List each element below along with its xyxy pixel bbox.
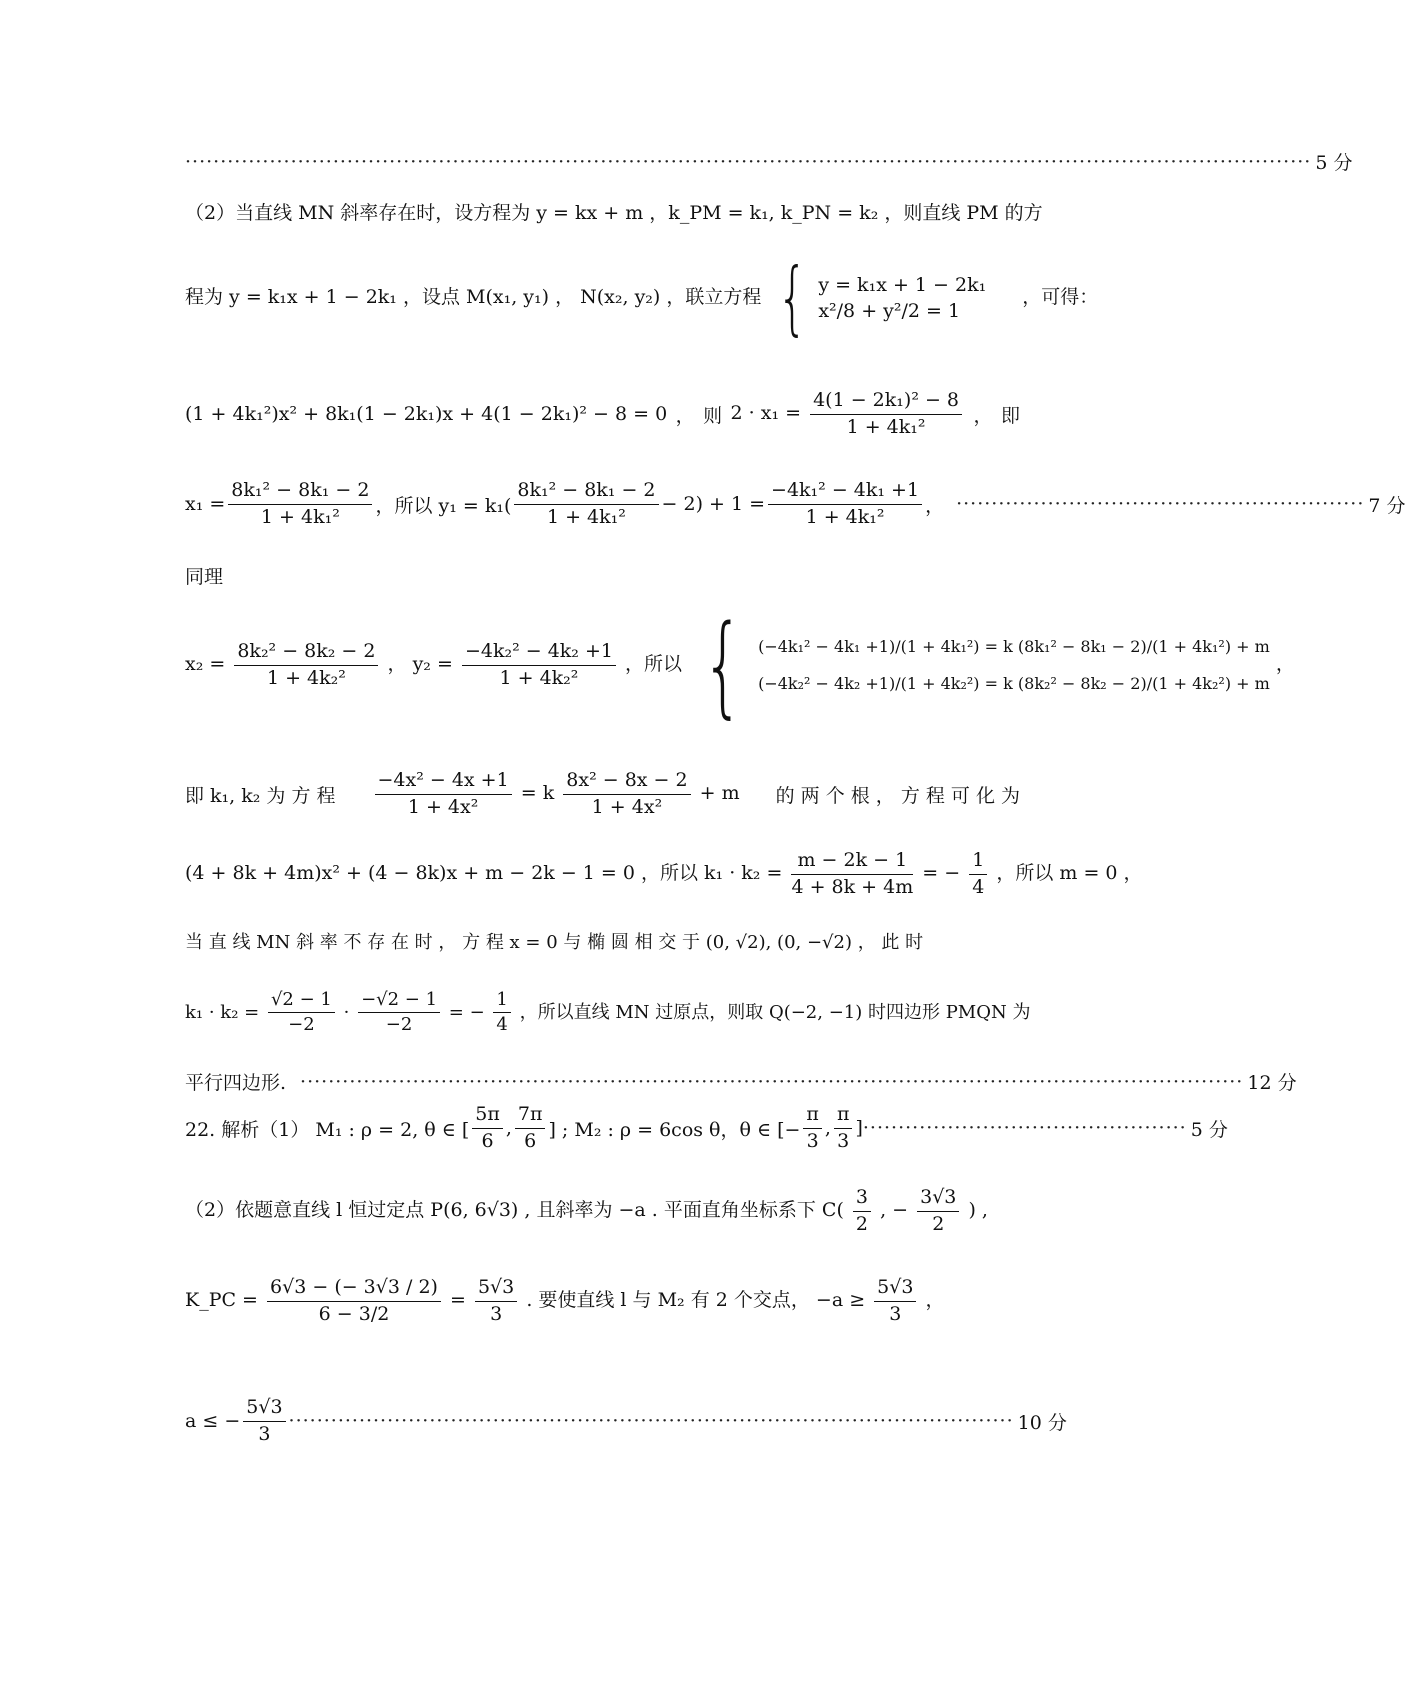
denominator: 1 + 4k₂² — [499, 666, 579, 689]
denominator: −2 — [385, 1014, 413, 1036]
fraction — [472, 1102, 503, 1154]
fraction — [803, 1102, 822, 1154]
equation: 2 · x₁ = — [730, 402, 802, 425]
fraction — [267, 1275, 441, 1327]
equation-line — [185, 848, 1143, 900]
equation: = − — [448, 1001, 485, 1023]
equation: (1 + 4k₁²)x² + 8k₁(1 − 2k₁)x + 4(1 − 2k₁)² − 8 = 0 — [185, 403, 668, 426]
denominator: 4 + 8k + 4m — [791, 875, 914, 898]
punct: , − — [880, 1199, 909, 1222]
fraction — [375, 768, 512, 820]
punct: ， — [973, 404, 993, 427]
fraction — [874, 1275, 916, 1327]
text-segment: ，所以 y₁ = k₁( — [375, 494, 512, 517]
leader-dots: ·············································· — [862, 1117, 1187, 1140]
numerator: −4k₁² − 4k₁ +1 — [768, 478, 922, 505]
punct: ] — [855, 1117, 863, 1140]
fraction — [969, 848, 987, 900]
score-label: 7 分 — [1368, 494, 1406, 517]
fraction — [358, 988, 440, 1038]
punct: , — [505, 1117, 512, 1140]
denominator: 1 + 4k₁² — [846, 415, 926, 438]
equation: (4 + 8k + 4m)x² + (4 − 8k)x + m − 2k − 1 = 0 ，所以 k₁ · k₂ = — [185, 862, 783, 885]
equation: ， y₂ = — [387, 653, 453, 675]
brace-icon: { — [777, 251, 809, 344]
denominator: 3 — [889, 1302, 902, 1325]
numerator: 5√3 — [475, 1275, 517, 1302]
equation: · — [343, 1001, 350, 1023]
system-row: y = k₁x + 1 − 2k₁ — [818, 274, 987, 296]
denominator: −2 — [288, 1014, 315, 1036]
equation-line — [185, 478, 1406, 530]
text-segment: 程为 y = k₁x + 1 − 2k₁ ，设点 M(x₁, y₁) ， N(x₂, y₂) ，联立方程 — [185, 286, 762, 308]
equation-system — [688, 601, 1270, 729]
answer-22-part2 — [185, 1185, 1020, 1237]
score-label: 5 分 — [1190, 1118, 1228, 1141]
numerator: 8x² − 8x − 2 — [563, 768, 690, 795]
equation: + m — [699, 782, 740, 805]
system-row: (−4k₂² − 4k₂ +1)/(1 + 4k₂²) = k (8k₂² − 8k₂ − 2)/(1 + 4k₂²) + m — [758, 674, 1270, 693]
fraction — [268, 988, 335, 1038]
numerator: 7π — [515, 1102, 546, 1129]
text-line: 同理 — [185, 566, 224, 588]
numerator: 3√3 — [917, 1185, 959, 1212]
fraction — [515, 1102, 546, 1154]
equation: = k — [520, 782, 555, 805]
numerator: 1 — [493, 988, 510, 1013]
equation-line — [185, 388, 1020, 440]
numerator: 5π — [472, 1102, 503, 1129]
text-line: （2）当直线 MN 斜率存在时，设方程为 y = kx + m ，k_PM = k₁, k_PN = k₂ ，则直线 PM 的方 — [185, 202, 1043, 224]
denominator: 1 + 4k₁² — [546, 505, 626, 528]
leader-dots: ································································································································································ — [185, 150, 1312, 173]
numerator: 5√3 — [874, 1275, 916, 1302]
numerator: 3 — [853, 1185, 871, 1212]
equation-line — [185, 988, 1031, 1038]
denominator: 3 — [258, 1422, 271, 1445]
score-label: 10 分 — [1017, 1411, 1067, 1434]
fraction — [234, 639, 378, 691]
fraction — [791, 848, 913, 900]
denominator: 1 + 4x² — [407, 795, 479, 818]
fraction — [834, 1102, 853, 1154]
text-line: 当 直 线 MN 斜 率 不 存 在 时 ， 方 程 x = 0 与 椭 圆 相 交 于 (0, √2), (0, −√2) ， 此 时 — [185, 932, 924, 953]
equation: x₂ = — [185, 653, 226, 675]
numerator: −4k₂² − 4k₂ +1 — [462, 639, 616, 666]
numerator: m − 2k − 1 — [791, 848, 913, 875]
denominator: 2 — [855, 1212, 869, 1235]
fraction — [917, 1185, 959, 1237]
answer-22-part1 — [185, 1102, 1228, 1154]
numerator: 8k₁² − 8k₁ − 2 — [514, 478, 658, 505]
fraction — [462, 639, 616, 691]
denominator: 6 − 3/2 — [318, 1302, 390, 1325]
fraction — [514, 478, 658, 530]
numerator: 6√3 − (− 3√3 / 2) — [267, 1275, 441, 1302]
fraction — [853, 1185, 871, 1237]
score-line-12 — [185, 1068, 1297, 1095]
numerator: π — [803, 1102, 822, 1129]
text-segment: ，所以 m = 0 ， — [996, 862, 1143, 885]
text-segment: （2）依题意直线 l 恒过定点 P(6, 6√3) , 且斜率为 −a . 平面直角坐标系下 C( — [185, 1199, 844, 1222]
leader-dots: ·························································· — [956, 493, 1365, 516]
text-segment: 平行四边形. — [185, 1072, 287, 1094]
denominator: 6 — [481, 1129, 494, 1152]
numerator: √2 − 1 — [268, 988, 335, 1013]
text-segment: 的 两 个 根 ， 方 程 可 化 为 — [775, 784, 1020, 807]
punct: ， — [925, 494, 945, 517]
text-segment: . 要使直线 l 与 M₂ 有 2 个交点， −a ≥ — [526, 1289, 866, 1312]
equation: ] ; M₂ : ρ = 6cos θ，θ ∈ [− — [548, 1118, 801, 1141]
text-segment: 即 — [1000, 404, 1020, 427]
denominator: 1 + 4k₁² — [260, 505, 340, 528]
numerator: 4(1 − 2k₁)² − 8 — [810, 388, 962, 415]
leader-dots: ······································································································································ — [300, 1070, 1244, 1093]
numerator: 8k₁² − 8k₁ − 2 — [228, 478, 372, 505]
fraction — [493, 988, 510, 1038]
denominator: 4 — [496, 1014, 508, 1036]
equation: 22. 解析（1） M₁ : ρ = 2, θ ∈ [ — [185, 1118, 470, 1141]
numerator: 5√3 — [243, 1395, 285, 1422]
score-label: 5 分 — [1315, 152, 1353, 174]
denominator: 6 — [524, 1129, 537, 1152]
text-segment: 即 k₁, k₂ 为 方 程 — [185, 784, 336, 807]
fraction — [768, 478, 922, 530]
equation-line — [185, 251, 1099, 344]
punct: ， — [675, 404, 695, 427]
denominator: 2 — [932, 1212, 945, 1235]
numerator: 8k₂² − 8k₂ − 2 — [234, 639, 378, 666]
denominator: 3 — [837, 1129, 850, 1152]
denominator: 1 + 4k₂² — [266, 666, 346, 689]
numerator: 1 — [969, 848, 987, 875]
score-line-10 — [185, 1395, 1067, 1447]
system-row: x²/8 + y²/2 = 1 — [818, 300, 961, 322]
equation-line — [185, 768, 1020, 820]
denominator: 3 — [490, 1302, 503, 1325]
fraction — [228, 478, 372, 530]
equation-line — [185, 601, 1295, 729]
text-segment: 则 — [703, 404, 723, 427]
equation: x₁ = — [185, 493, 226, 516]
brace-icon: { — [702, 601, 745, 729]
equation: K_PC = — [185, 1289, 258, 1312]
text-segment: ，所以直线 MN 过原点，则取 Q(−2, −1) 时四边形 PMQN 为 — [519, 1001, 1031, 1023]
numerator: −√2 − 1 — [358, 988, 440, 1013]
score-line-5 — [185, 148, 1353, 175]
equation: = — [450, 1289, 466, 1312]
equation: k₁ · k₂ = — [185, 1001, 260, 1023]
leader-dots: ······································································································· — [288, 1410, 1014, 1433]
equation: = − — [922, 862, 961, 885]
denominator: 1 + 4k₁² — [805, 505, 885, 528]
fraction — [563, 768, 690, 820]
text-segment: ，所以 — [625, 653, 683, 675]
denominator: 1 + 4x² — [591, 795, 663, 818]
numerator: π — [834, 1102, 853, 1129]
punct: , — [824, 1117, 831, 1140]
denominator: 4 — [972, 875, 985, 898]
numerator: −4x² − 4x +1 — [375, 768, 512, 795]
equation-line — [185, 1275, 1020, 1327]
denominator: 3 — [806, 1129, 819, 1152]
system-row: (−4k₁² − 4k₁ +1)/(1 + 4k₁²) = k (8k₁² − 8k₁ − 2)/(1 + 4k₁²) + m — [758, 637, 1270, 656]
fraction — [475, 1275, 517, 1327]
score-label: 12 分 — [1247, 1072, 1297, 1094]
equation-system — [767, 251, 987, 344]
text-segment: − 2) + 1 = — [661, 493, 766, 516]
fraction — [810, 388, 962, 440]
text-segment: ，可得： — [1022, 286, 1099, 308]
fraction — [243, 1395, 285, 1447]
punct: ， — [925, 1289, 945, 1312]
equation: a ≤ − — [185, 1410, 241, 1433]
punct: ) , — [968, 1199, 988, 1222]
punct: ， — [1275, 653, 1295, 675]
